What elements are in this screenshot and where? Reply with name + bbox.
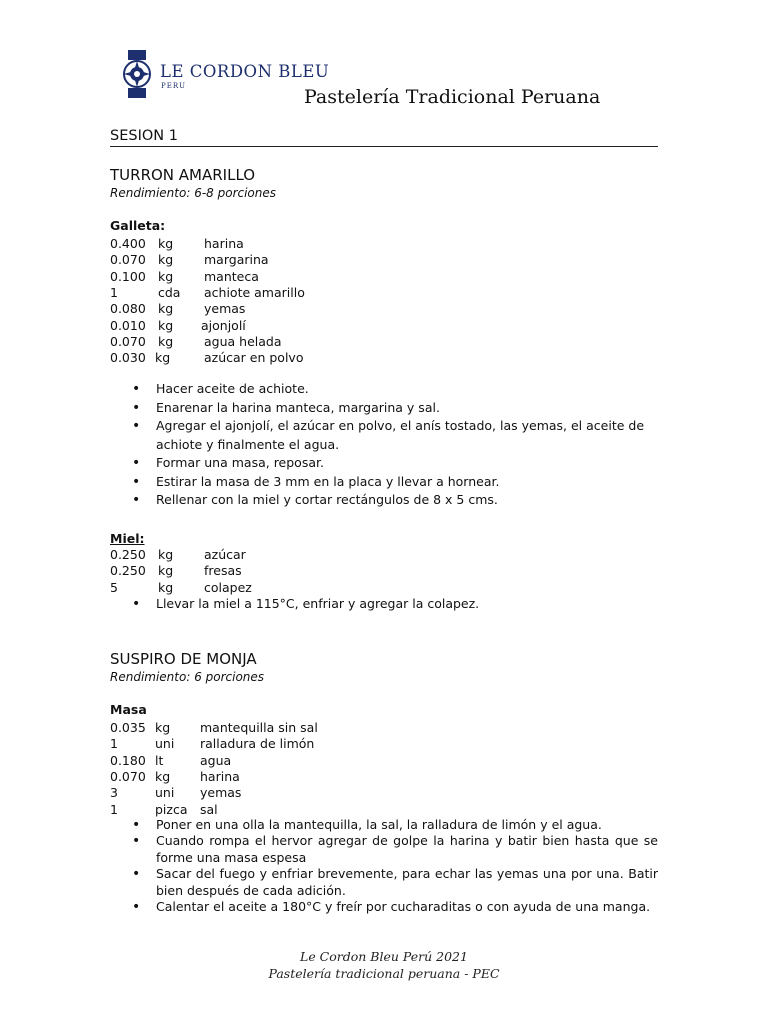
step-item: • Rellenar con la miel y cortar rectángulos de 8 x 5 cms. bbox=[110, 491, 658, 510]
ingredient-name: achiote amarillo bbox=[204, 285, 305, 301]
step-item: • Hacer aceite de achiote. bbox=[110, 380, 658, 399]
logo-wordmark: LE CORDON BLEU bbox=[160, 62, 330, 81]
cordon-bleu-emblem-icon bbox=[120, 50, 154, 98]
group-label-miel: Miel: bbox=[110, 531, 145, 546]
step-item: • Formar una masa, reposar. bbox=[110, 454, 658, 473]
steps-list-galleta bbox=[110, 380, 658, 510]
step-item: • Enarenar la harina manteca, margarina y sal. bbox=[110, 399, 658, 418]
ingredient-name: sal bbox=[200, 801, 218, 817]
ingredient-unit: cda bbox=[158, 285, 181, 301]
ingredient-name: mantequilla sin sal bbox=[200, 720, 318, 735]
ingredient-name: agua bbox=[200, 752, 232, 768]
ingredient-unit: kg bbox=[158, 268, 174, 284]
step-item: • Cuando rompa el hervor agregar de golpe la harina y batir bien hasta que se forme una masa espesa bbox=[110, 833, 658, 866]
ingredient-quantity: 0.070 bbox=[110, 769, 146, 785]
ingredient-quantity: 1 bbox=[110, 801, 118, 817]
page-footer bbox=[0, 948, 768, 982]
ingredient-unit: lt bbox=[155, 752, 164, 768]
step-item: • Llevar la miel a 115°C, enfriar y agregar la colapez. bbox=[110, 595, 658, 614]
ingredient-quantity: 0.070 bbox=[110, 334, 146, 350]
ingredient-name: fresas bbox=[204, 563, 242, 579]
ingredient-name: ajonjolí bbox=[201, 317, 246, 333]
ingredient-name: margarina bbox=[204, 252, 269, 268]
ingredient-name: yemas bbox=[200, 785, 242, 801]
ingredient-unit: kg bbox=[155, 350, 171, 366]
ingredient-unit: kg bbox=[158, 563, 174, 579]
ingredient-quantity: 0.400 bbox=[110, 236, 146, 251]
ingredient-unit: kg bbox=[158, 547, 174, 562]
ingredient-name: colapez bbox=[204, 579, 252, 595]
ingredient-name: azúcar en polvo bbox=[204, 350, 304, 366]
group-label-galleta: Galleta: bbox=[110, 218, 166, 233]
steps-list-miel bbox=[110, 595, 658, 614]
ingredient-unit: kg bbox=[158, 317, 174, 333]
ingredient-unit: kg bbox=[158, 301, 174, 317]
recipe-title: TURRON AMARILLO bbox=[110, 166, 256, 184]
step-item: • Agregar el ajonjolí, el azúcar en polvo, el anís tostado, las yemas, el aceite de achiote y finalmente el agua. bbox=[110, 417, 658, 454]
ingredient-unit: kg bbox=[158, 579, 174, 595]
ingredient-unit: kg bbox=[158, 236, 174, 251]
ingredient-quantity: 0.035 bbox=[110, 720, 146, 735]
ingredient-quantity: 0.070 bbox=[110, 252, 146, 268]
logo-country: PERU bbox=[161, 82, 186, 90]
ingredient-unit: kg bbox=[155, 720, 171, 735]
steps-list-masa bbox=[110, 817, 658, 915]
step-item: • Estirar la masa de 3 mm en la placa y llevar a hornear. bbox=[110, 473, 658, 492]
document-title: Pastelería Tradicional Peruana bbox=[304, 86, 601, 108]
le-cordon-bleu-logo bbox=[120, 50, 330, 100]
recipe-title: SUSPIRO DE MONJA bbox=[110, 650, 257, 668]
ingredient-name: yemas bbox=[204, 301, 246, 317]
ingredient-unit: kg bbox=[155, 769, 171, 785]
ingredient-quantity: 3 bbox=[110, 785, 118, 801]
ingredient-name: agua helada bbox=[204, 334, 282, 350]
ingredient-quantity: 0.030 bbox=[110, 350, 146, 366]
ingredient-quantity: 1 bbox=[110, 736, 118, 752]
footer-line-2: Pastelería tradicional peruana - PEC bbox=[268, 966, 500, 981]
ingredient-name: harina bbox=[200, 769, 240, 785]
recipe-yield: Rendimiento: 6 porciones bbox=[110, 670, 265, 684]
ingredient-quantity: 0.080 bbox=[110, 301, 146, 317]
ingredient-quantity: 0.180 bbox=[110, 752, 146, 768]
ingredient-unit: uni bbox=[155, 736, 175, 752]
step-item: • Poner en una olla la mantequilla, la sal, la ralladura de limón y el agua. bbox=[110, 817, 658, 833]
ingredient-quantity: 0.250 bbox=[110, 563, 146, 579]
ingredient-quantity: 5 bbox=[110, 579, 118, 595]
ingredient-quantity: 1 bbox=[110, 285, 118, 301]
step-item: • Sacar del fuego y enfriar brevemente, para echar las yemas una por una. Batir bien después de cada adición. bbox=[110, 866, 658, 899]
ingredient-name: ralladura de limón bbox=[200, 736, 315, 752]
ingredient-name: manteca bbox=[204, 268, 259, 284]
footer-line-1: Le Cordon Bleu Perú 2021 bbox=[300, 949, 468, 964]
ingredient-quantity: 0.010 bbox=[110, 317, 146, 333]
step-item: • Calentar el aceite a 180°C y freír por cucharaditas o con ayuda de una manga. bbox=[110, 899, 658, 915]
ingredient-unit: kg bbox=[158, 334, 174, 350]
recipe-yield: Rendimiento: 6-8 porciones bbox=[110, 186, 277, 200]
ingredient-unit: pizca bbox=[155, 801, 188, 817]
ingredient-name: harina bbox=[204, 236, 244, 251]
group-label-masa: Masa bbox=[110, 702, 147, 717]
ingredient-name: azúcar bbox=[204, 547, 246, 562]
ingredient-unit: uni bbox=[155, 785, 175, 801]
ingredient-quantity: 0.100 bbox=[110, 268, 146, 284]
ingredient-quantity: 0.250 bbox=[110, 547, 146, 562]
session-heading: SESION 1 bbox=[110, 128, 658, 147]
ingredient-unit: kg bbox=[158, 252, 174, 268]
